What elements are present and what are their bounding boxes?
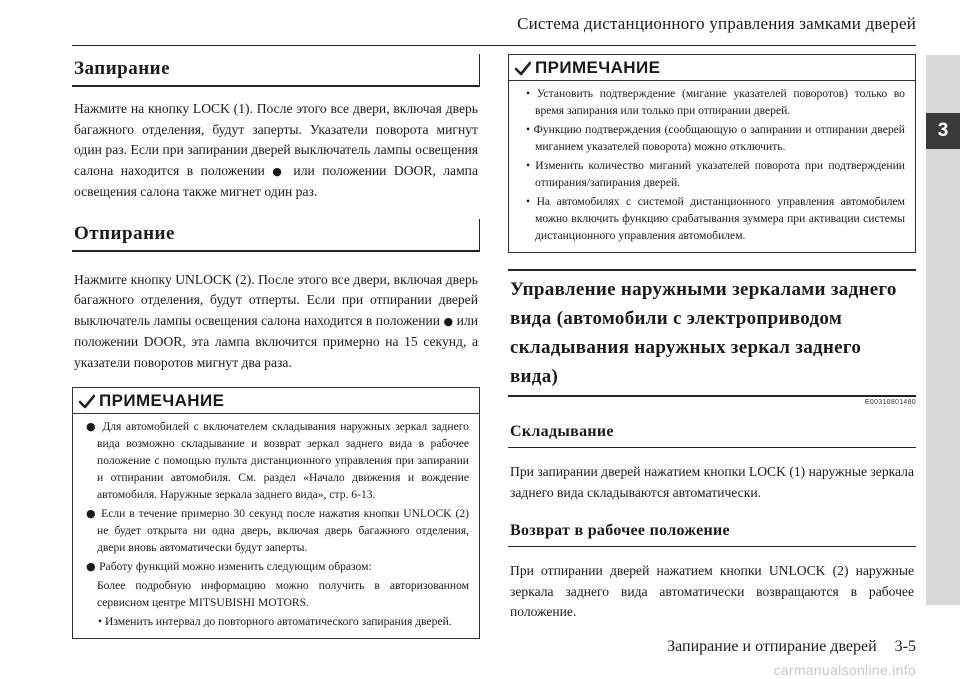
section-code: E00310801480 xyxy=(864,399,916,406)
section-heading-lock: Запирание xyxy=(72,54,480,87)
unlock-text-end: или положении DOOR, эта лампа включится примерно на 15 секунд, а указатели поворотов мигнут два раза. xyxy=(74,312,478,370)
unlock-paragraph xyxy=(72,270,480,374)
lock-text: Нажмите на кнопку LOCK (1). После этого все двери, включая дверь багажного отделения, будут заперты. Указатели поворота мигнут один раз. Если при запирании дверей выключатель лампы освещения салона находится в положении xyxy=(74,101,478,178)
fold-paragraph: При запирании дверей нажатием кнопки LOCK (1) наружные зеркала заднего вида складываются автоматически. xyxy=(510,464,914,500)
note-box-left xyxy=(72,387,480,639)
note-body xyxy=(73,414,479,638)
section-heading-mirrors: Управление наружными зеркалами заднего вида (автомобили с электроприводом складывания наружных зеркал заднего вида) xyxy=(508,269,916,397)
note-box-right xyxy=(508,54,916,253)
bullet-dot-icon: ● xyxy=(86,507,102,520)
note-dash-item: • Изменить интервал до повторного автоматического запирания дверей. xyxy=(98,615,452,628)
footer-section-title: Запирание и отпирание дверей xyxy=(667,638,877,655)
note-dash-item: • На автомобилях с системой дистанционного управления автомобилем можно включить функцию срабатывания зуммера при активации системы дистанционного управления автомобилем. xyxy=(526,195,905,242)
chapter-number: 3 xyxy=(926,113,960,149)
header-divider xyxy=(72,45,916,46)
note-header xyxy=(73,388,479,414)
unlock-text: Нажмите кнопку UNLOCK (2). После этого все двери, включая дверь багажного отделения, будут отперты. Если при отпирании дверей выключатель лампы освещения салона находится в положении xyxy=(74,271,478,328)
note-item: ● Если в течение примерно 30 секунд после нажатия кнопки UNLOCK (2) не будет открыта ни одна дверь, включая дверь багажного отделения, двери вновь автоматически будут заперты. xyxy=(86,507,469,554)
bullet-dot-icon: ● xyxy=(272,164,286,178)
bullet-dot-icon: ● xyxy=(443,314,454,328)
section-heading-unlock: Отпирание xyxy=(72,219,480,252)
note-item: ● Для автомобилей с включателем складывания наружных зеркал заднего вида возможно складывание и возврат зеркал заднего вида в рабочее положение с помощью пульта дистанционного управления при запирании и отпирании автомобиля. См. раздел «Начало движения и вождение автомобиля. Наружные зеркала заднего вида», стр. 6-13. xyxy=(86,420,469,501)
note-title: ПРИМЕЧАНИЕ xyxy=(535,58,661,77)
note-subtext: Более подробную информацию можно получить в авторизованном сервисном центре MITSUBISHI MOTORS. xyxy=(97,579,469,609)
note-item: ● Работу функций можно изменить следующим образом: xyxy=(86,560,372,573)
subsection-heading-fold: Складывание xyxy=(508,420,916,448)
lock-paragraph xyxy=(72,99,480,203)
note-dash-item: • Функцию подтверждения (сообщающую о запирании и отпирании дверей миганием указателей поворота) можно отключить. xyxy=(526,123,905,153)
page-header-title: Система дистанционного управления замками дверей xyxy=(517,14,916,33)
note-body xyxy=(509,81,915,252)
note-dash-item: • Изменить количество миганий указателей поворота при подтверждении отпирания/запирания дверей. xyxy=(526,159,905,189)
watermark: carmanualsonline.info xyxy=(773,662,916,678)
right-column xyxy=(508,54,916,623)
note-dash-item: • Установить подтверждение (мигание указателей поворотов) только во время запирания или только при отпирании дверей. xyxy=(526,87,905,117)
left-column xyxy=(72,54,480,639)
note-title: ПРИМЕЧАНИЕ xyxy=(99,391,225,410)
subsection-heading-restore: Возврат в рабочее положение xyxy=(508,519,916,547)
page-number: 3-5 xyxy=(894,638,916,655)
lock-text-end: или положении DOOR, лампа освещения салона также мигнет один раз. xyxy=(74,162,478,199)
checkmark-icon xyxy=(515,61,529,75)
restore-paragraph: При отпирании дверей нажатием кнопки UNLOCK (2) наружные зеркала заднего вида автоматически возвращаются в рабочее положение. xyxy=(510,563,914,619)
bullet-dot-icon: ● xyxy=(86,560,100,573)
bullet-dot-icon: ● xyxy=(86,420,103,433)
checkmark-icon xyxy=(79,394,93,408)
note-header xyxy=(509,55,915,81)
page-footer xyxy=(667,638,916,656)
